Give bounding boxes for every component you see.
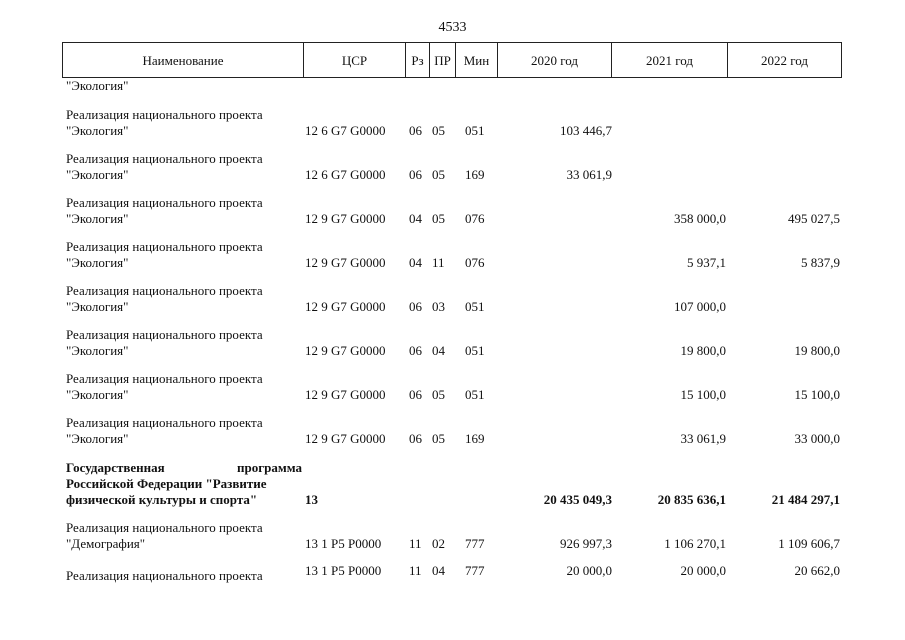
row-name-line-1: Реализация национального проекта (66, 195, 263, 210)
row-cell-rz: 06 (409, 343, 422, 358)
row-cell-v2022: 15 100,0 (794, 387, 840, 402)
last-row-csr: 13 1 P5 P0000 (305, 563, 382, 578)
row-cell-v2022: 495 027,5 (788, 211, 840, 226)
row-name-line-1: Реализация национального проекта (66, 151, 263, 166)
row-name-line-2: "Экология" (66, 343, 129, 358)
row-cell-v2022: 1 109 606,7 (778, 536, 840, 551)
row-cell-min: 777 (465, 536, 485, 551)
row-name-line-1: Реализация национального проекта (66, 239, 263, 254)
last-row-2020: 20 000,0 (566, 563, 612, 578)
last-row-min: 777 (465, 563, 485, 578)
last-row-2021: 20 000,0 (680, 563, 726, 578)
header-2020: 2020 год (497, 43, 611, 77)
row-name-line-2: "Экология" (66, 387, 129, 402)
page-number: 4533 (438, 20, 467, 35)
header-name: Наименование (142, 53, 224, 68)
header-min: Мин (455, 43, 497, 77)
row-cell-csr: 12 9 G7 G0000 (305, 255, 386, 270)
header-rz: Рз (405, 43, 429, 77)
row-cell-pr: 05 (432, 167, 445, 182)
program-name-line-2: Российской Федерации "Развитие (66, 476, 267, 491)
program-csr: 13 (305, 492, 318, 507)
row-name-line-1: Реализация национального проекта (66, 283, 263, 298)
row-cell-pr: 02 (432, 536, 445, 551)
row-cell-rz: 04 (409, 211, 422, 226)
row-name-line-2: "Экология" (66, 211, 129, 226)
header-pr: ПР (429, 43, 455, 77)
row-cell-rz: 06 (409, 431, 422, 446)
row-cell-pr: 05 (432, 387, 445, 402)
row-cell-csr: 12 9 G7 G0000 (305, 343, 386, 358)
program-name-line-1 (66, 460, 302, 476)
row-cell-csr: 12 6 G7 G0000 (305, 123, 386, 138)
row-cell-min: 051 (465, 343, 485, 358)
row-cell-pr: 03 (432, 299, 445, 314)
row-name-line-1: Реализация национального проекта (66, 371, 263, 386)
table-header (62, 42, 842, 78)
row-cell-min: 051 (465, 123, 485, 138)
row-cell-csr: 12 9 G7 G0000 (305, 387, 386, 402)
last-row-2022: 20 662,0 (794, 563, 840, 578)
row-cell-pr: 05 (432, 211, 445, 226)
row-cell-csr: 12 9 G7 G0000 (305, 211, 386, 226)
last-row-pr: 04 (432, 563, 445, 578)
program-name-line-3: физической культуры и спорта" (66, 492, 258, 507)
row-cell-v2021: 358 000,0 (674, 211, 726, 226)
program-2022: 21 484 297,1 (771, 492, 840, 507)
row-cell-v2020: 33 061,9 (566, 167, 612, 182)
header-2022: 2022 год (727, 43, 841, 77)
row-cell-pr: 04 (432, 343, 445, 358)
row-cell-v2022: 5 837,9 (801, 255, 840, 270)
row-cell-v2021: 15 100,0 (680, 387, 726, 402)
row-cell-min: 076 (465, 255, 485, 270)
row-cell-min: 169 (465, 167, 485, 182)
continuation-text: "Экология" (66, 78, 129, 93)
row-cell-rz: 06 (409, 167, 422, 182)
row-cell-v2022: 33 000,0 (794, 431, 840, 446)
row-name-line-2: "Экология" (66, 255, 129, 270)
program-name-word-1: Государственная (66, 460, 165, 475)
row-name-line-1: Реализация национального проекта (66, 327, 263, 342)
row-name-line-2: "Экология" (66, 167, 129, 182)
row-cell-v2021: 33 061,9 (680, 431, 726, 446)
row-cell-v2022: 19 800,0 (794, 343, 840, 358)
row-cell-csr: 13 1 P5 P0000 (305, 536, 382, 551)
row-cell-csr: 12 9 G7 G0000 (305, 299, 386, 314)
row-cell-min: 076 (465, 211, 485, 226)
row-name-line-2: "Экология" (66, 123, 129, 138)
row-name-line-1: Реализация национального проекта (66, 107, 263, 122)
header-csr: ЦСР (303, 43, 405, 77)
header-2021: 2021 год (611, 43, 727, 77)
row-cell-rz: 06 (409, 299, 422, 314)
row-cell-rz: 06 (409, 123, 422, 138)
row-name-line-1: Реализация национального проекта (66, 520, 263, 535)
row-cell-csr: 12 6 G7 G0000 (305, 167, 386, 182)
row-name-line-1: Реализация национального проекта (66, 415, 263, 430)
row-cell-rz: 11 (409, 536, 422, 551)
row-cell-rz: 04 (409, 255, 422, 270)
row-cell-csr: 12 9 G7 G0000 (305, 431, 386, 446)
row-cell-rz: 06 (409, 387, 422, 402)
row-cell-min: 169 (465, 431, 485, 446)
last-row-rz: 11 (409, 563, 422, 578)
row-cell-pr: 05 (432, 123, 445, 138)
program-2021: 20 835 636,1 (657, 492, 726, 507)
program-name-word-2: программа (237, 460, 302, 475)
row-cell-v2020: 926 997,3 (560, 536, 612, 551)
row-cell-v2021: 107 000,0 (674, 299, 726, 314)
row-cell-v2021: 5 937,1 (687, 255, 726, 270)
last-row-name: Реализация национального проекта (66, 568, 263, 583)
row-cell-v2021: 19 800,0 (680, 343, 726, 358)
row-cell-v2020: 103 446,7 (560, 123, 612, 138)
program-2020: 20 435 049,3 (543, 492, 612, 507)
row-name-line-2: "Экология" (66, 431, 129, 446)
row-name-line-2: "Экология" (66, 299, 129, 314)
row-cell-v2021: 1 106 270,1 (664, 536, 726, 551)
row-cell-pr: 11 (432, 255, 445, 270)
row-cell-min: 051 (465, 387, 485, 402)
row-name-line-2: "Демография" (66, 536, 146, 551)
row-cell-min: 051 (465, 299, 485, 314)
row-cell-pr: 05 (432, 431, 445, 446)
